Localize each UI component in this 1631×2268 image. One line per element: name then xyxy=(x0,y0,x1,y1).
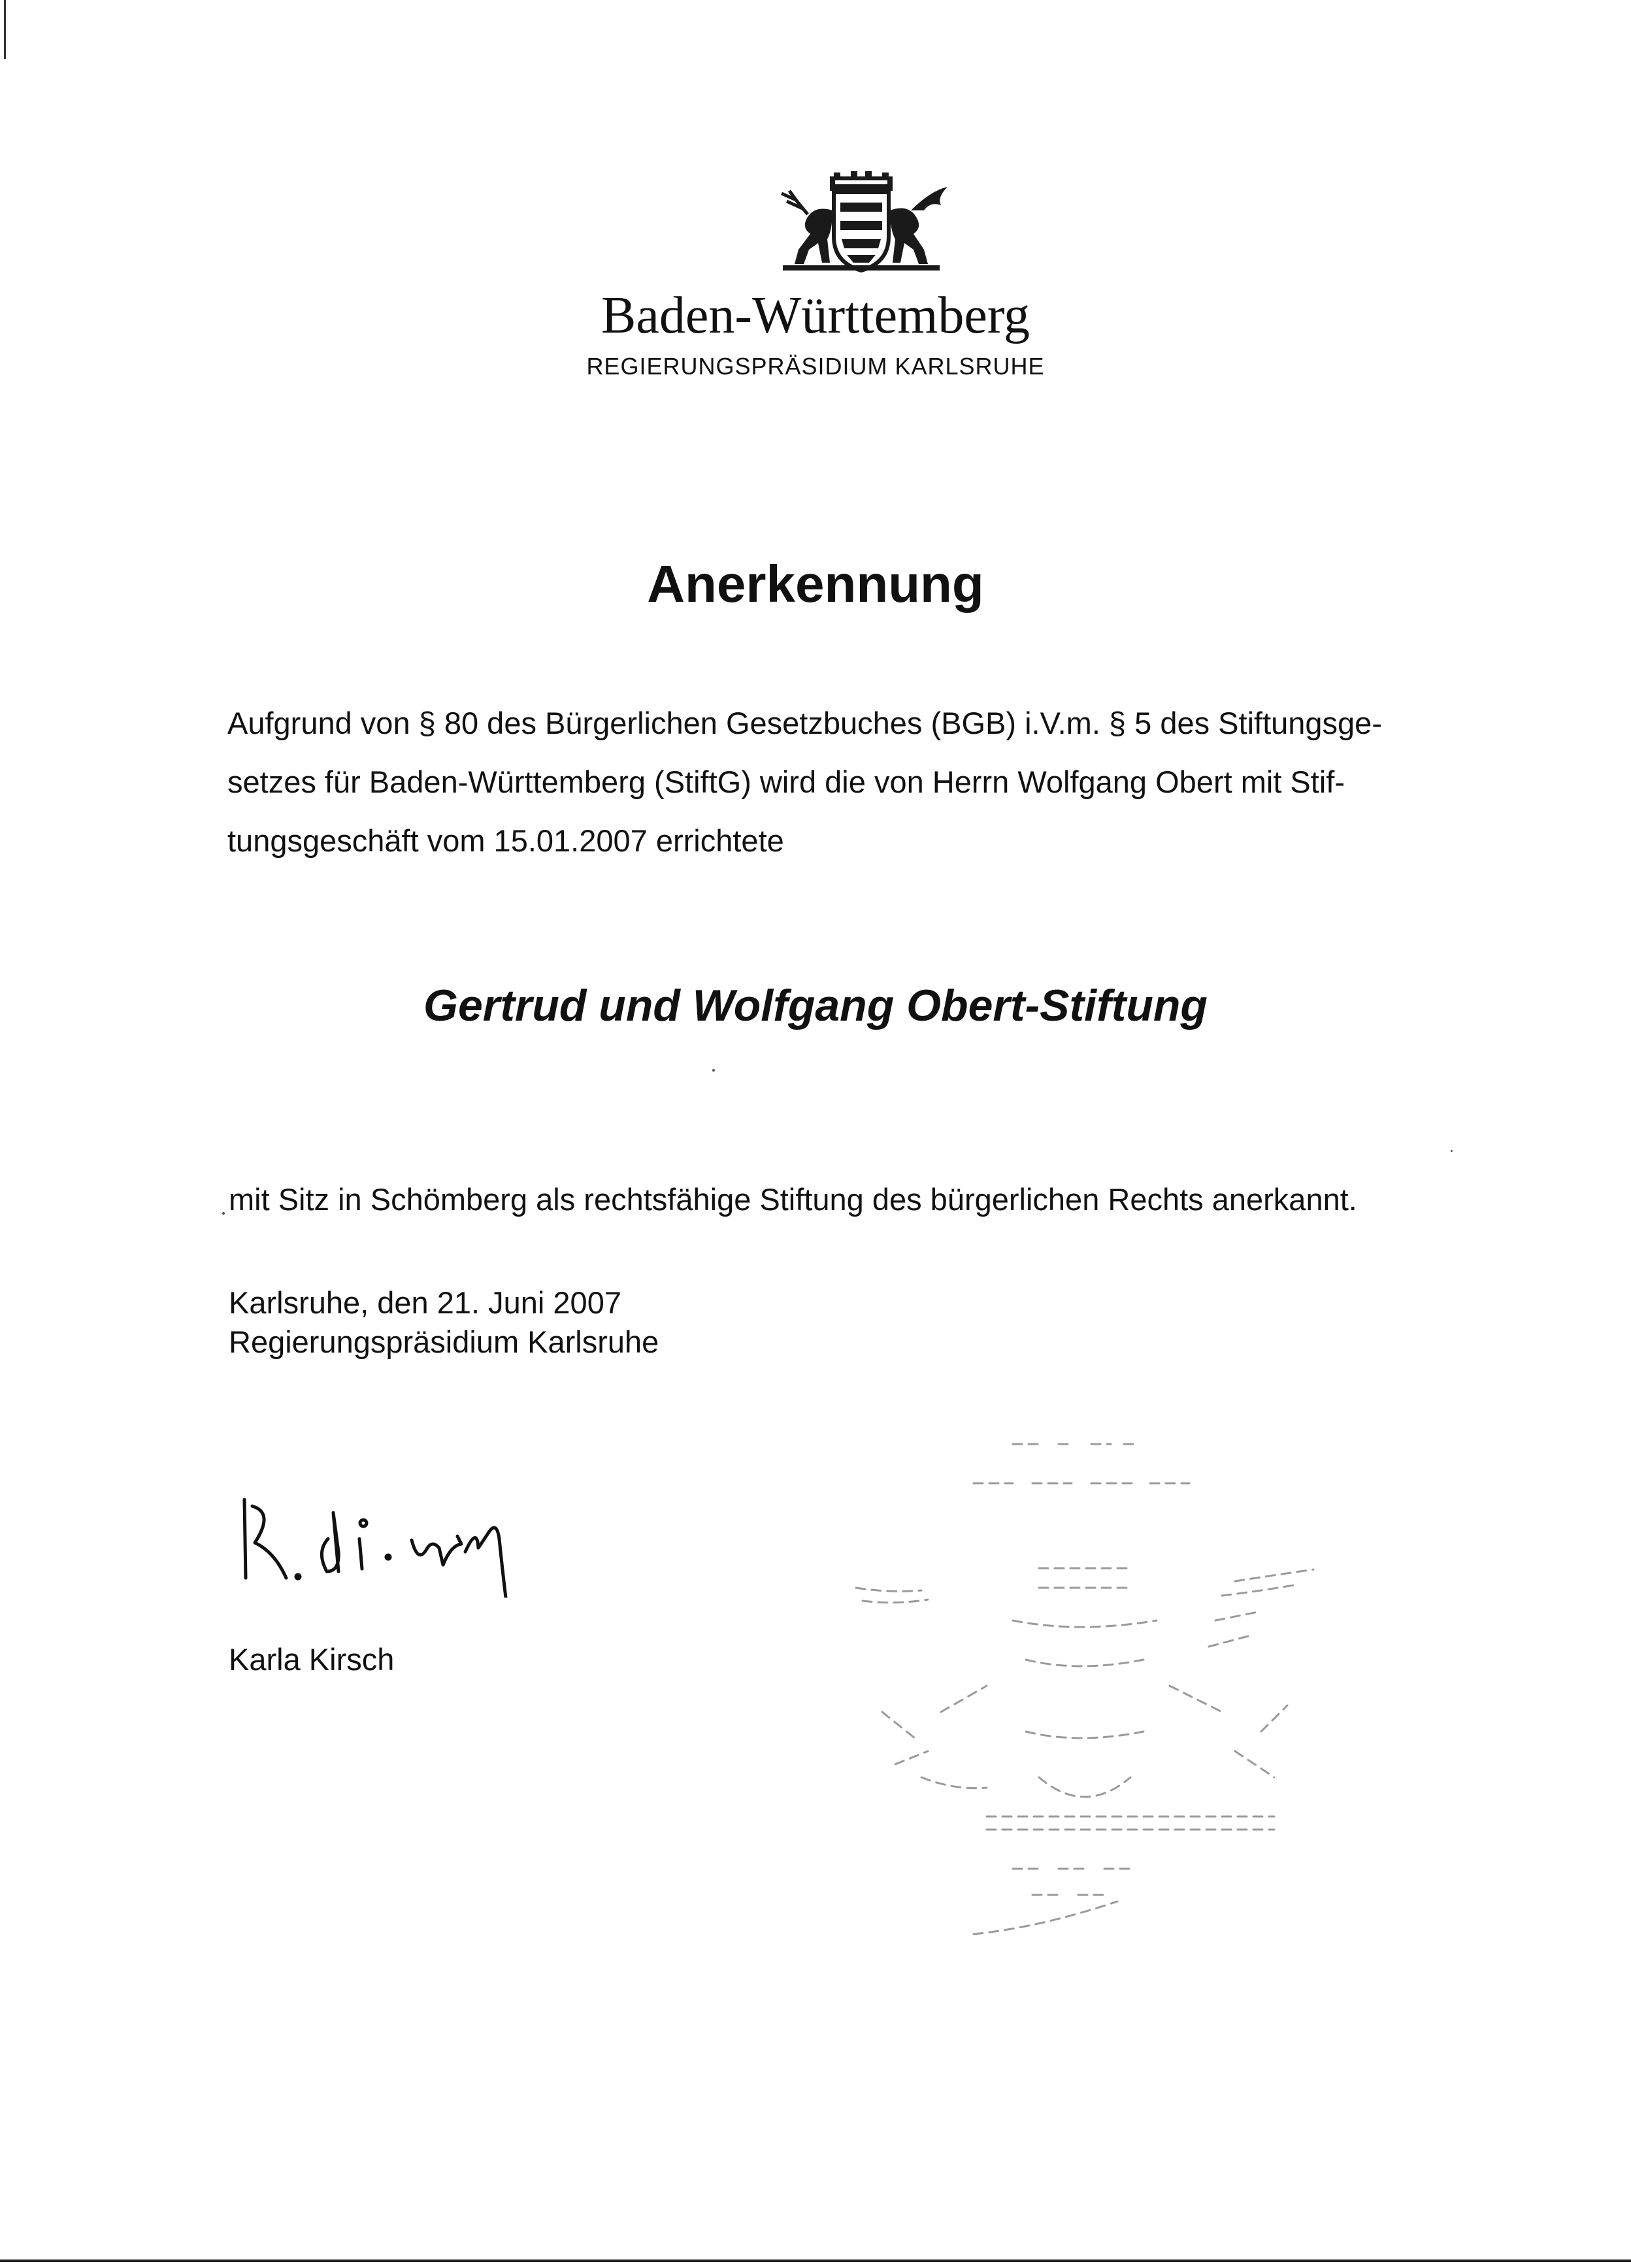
scan-speck xyxy=(1451,1150,1453,1152)
embossed-seal xyxy=(843,1424,1326,1947)
recognition-statement: mit Sitz in Schömberg als rechtsfähige Stiftung des bürgerlichen Rechts anerkannt. xyxy=(229,1182,1357,1217)
coat-of-arms-icon xyxy=(770,171,953,274)
state-name: Baden-Württemberg xyxy=(601,287,1030,344)
place-and-date: Karlsruhe, den 21. Juni 2007 xyxy=(229,1285,621,1320)
handwritten-signature xyxy=(235,1480,627,1598)
paragraph-line: tungsgeschäft vom 15.01.2007 errichtete xyxy=(227,823,784,858)
issuing-authority: Regierungspräsidium Karlsruhe xyxy=(229,1324,659,1359)
scan-artifact-line xyxy=(4,0,6,59)
scan-speck xyxy=(222,1212,225,1215)
body-paragraph xyxy=(227,694,1482,870)
authority-name: REGIERUNGSPRÄSIDIUM KARLSRUHE xyxy=(586,353,1045,380)
scan-speck xyxy=(712,1069,715,1072)
paragraph-line: Aufgrund von § 80 des Bürgerlichen Gesetzbuches (BGB) i.V.m. § 5 des Stiftungsge- xyxy=(227,706,1382,740)
paragraph-line: setzes für Baden-Württemberg (StiftG) wird die von Herrn Wolfgang Obert mit Stif- xyxy=(227,764,1345,799)
signatory-name: Karla Kirsch xyxy=(229,1642,395,1677)
document-title: Anerkennung xyxy=(647,555,984,613)
foundation-name: Gertrud und Wolfgang Obert-Stiftung xyxy=(423,981,1208,1030)
scan-artifact-bottom-line xyxy=(0,2260,1631,2262)
